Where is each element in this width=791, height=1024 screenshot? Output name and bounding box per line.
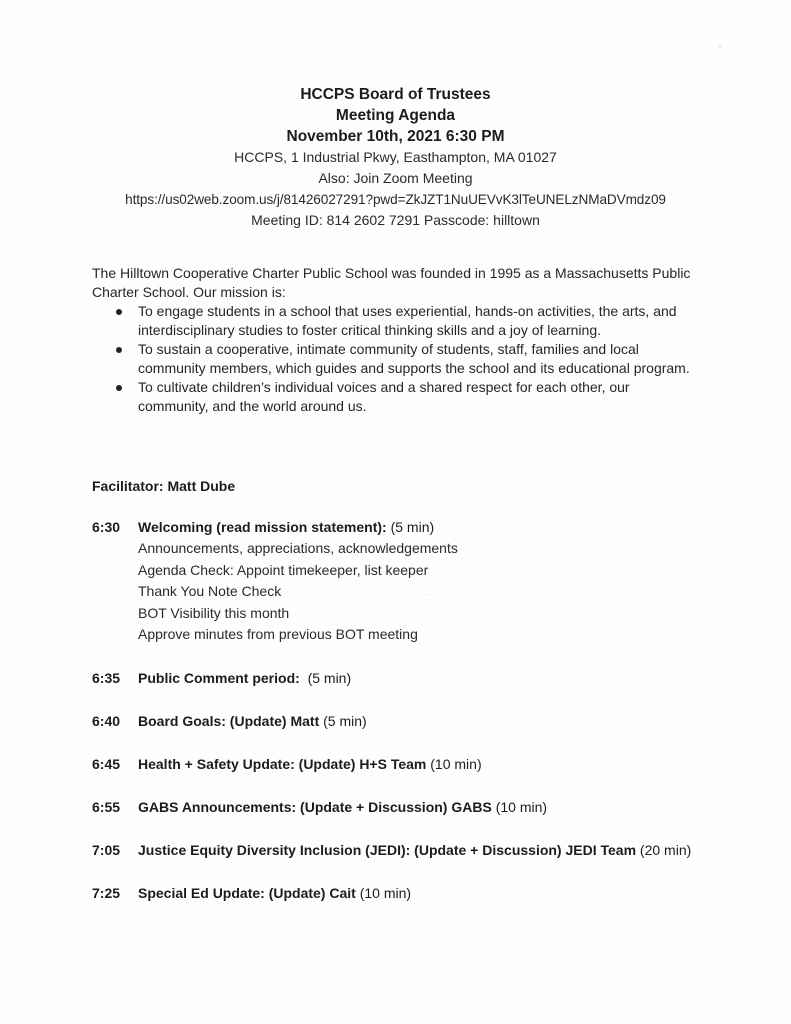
agenda-item <box>92 754 752 775</box>
agenda-subitem: BOT Visibility this month <box>138 604 290 621</box>
agenda-title: Welcoming (read mission statement): <box>138 519 387 535</box>
agenda-title: Justice Equity Diversity Inclusion (JEDI): (Update + Discussion) JEDI Team <box>138 841 637 858</box>
agenda-list <box>92 517 752 904</box>
agenda-title: Special Ed Update: (Update) Cait <box>138 884 356 901</box>
bullet-icon <box>116 347 122 353</box>
agenda-time: 6:30 <box>92 519 121 535</box>
agenda-subitem: Announcements, appreciations, acknowledgements <box>138 540 458 556</box>
mission-item <box>92 340 702 378</box>
mission-item-text: To engage students in a school that uses experiential, hands-on activities, the arts, and interdisciplinary studies to foster critical thinking skills and a joy of learning. <box>138 303 677 338</box>
zoom-note: Also: Join Zoom Meeting <box>318 170 473 186</box>
agenda-item <box>92 840 752 861</box>
agenda-duration: (10 min) <box>355 884 412 901</box>
document-subtitle: Meeting Agenda <box>335 107 456 124</box>
mission-list <box>92 302 702 416</box>
agenda-time: 6:55 <box>92 798 121 815</box>
agenda-time: 6:45 <box>92 755 121 772</box>
board-title: HCCPS Board of Trustees <box>300 86 491 103</box>
agenda-subitem: Agenda Check: Appoint timekeeper, list keeper <box>138 561 429 578</box>
agenda-item <box>92 668 752 689</box>
agenda-subitem: Approve minutes from previous BOT meeting <box>138 626 418 643</box>
mission-item-text: To cultivate children’s individual voices and a shared respect for each other, our community, and the world around us. <box>138 379 630 414</box>
agenda-subitem: Thank You Note Check <box>138 583 282 600</box>
agenda-header <box>0 84 791 231</box>
agenda-title: Health + Safety Update: (Update) H+S Team <box>138 755 427 772</box>
mission-intro <box>92 264 702 416</box>
agenda-item <box>92 883 752 904</box>
agenda-time: 6:35 <box>92 669 121 686</box>
agenda-duration: (10 min) <box>491 798 548 815</box>
zoom-link: https://us02web.zoom.us/j/81426027291?pwd=ZkJZT1NuUEVvK3lTeUNELzNMaDVmdz09 <box>125 192 666 207</box>
agenda-duration: (5 min) <box>299 669 352 686</box>
scan-speck <box>719 46 721 48</box>
agenda-title: GABS Announcements: (Update + Discussion) GABS <box>138 798 492 815</box>
agenda-title: Board Goals: (Update) Matt <box>138 712 320 729</box>
meeting-address: HCCPS, 1 Industrial Pkwy, Easthampton, MA 01027 <box>234 149 557 165</box>
meeting-datetime: November 10th, 2021 6:30 PM <box>286 128 505 145</box>
agenda-item <box>92 797 752 818</box>
agenda-duration: (5 min) <box>319 712 367 729</box>
intro-paragraph: The Hilltown Cooperative Charter Public School was founded in 1995 as a Massachusetts Public Charter School. Our mission is: <box>92 265 691 300</box>
agenda-time: 7:25 <box>92 884 121 901</box>
mission-item <box>92 378 702 416</box>
bullet-icon <box>116 385 122 391</box>
scan-speck <box>426 594 428 595</box>
agenda-title: Public Comment period: <box>138 669 300 686</box>
mission-item-text: To sustain a cooperative, intimate community of students, staff, families and local community members, which guides and supports the school and its educational program. <box>138 341 690 376</box>
bullet-icon <box>116 309 122 315</box>
agenda-duration: (5 min) <box>386 519 435 535</box>
meeting-id: Meeting ID: 814 2602 7291 Passcode: hilltown <box>251 212 540 228</box>
agenda-duration: (10 min) <box>426 755 482 772</box>
agenda-time: 7:05 <box>92 841 121 858</box>
agenda-time: 6:40 <box>92 712 121 729</box>
agenda-item <box>92 711 752 732</box>
mission-item <box>92 302 702 340</box>
agenda-duration: (20 min) <box>636 841 692 858</box>
agenda-item <box>92 517 752 646</box>
facilitator-line: Facilitator: Matt Dube <box>92 478 236 494</box>
